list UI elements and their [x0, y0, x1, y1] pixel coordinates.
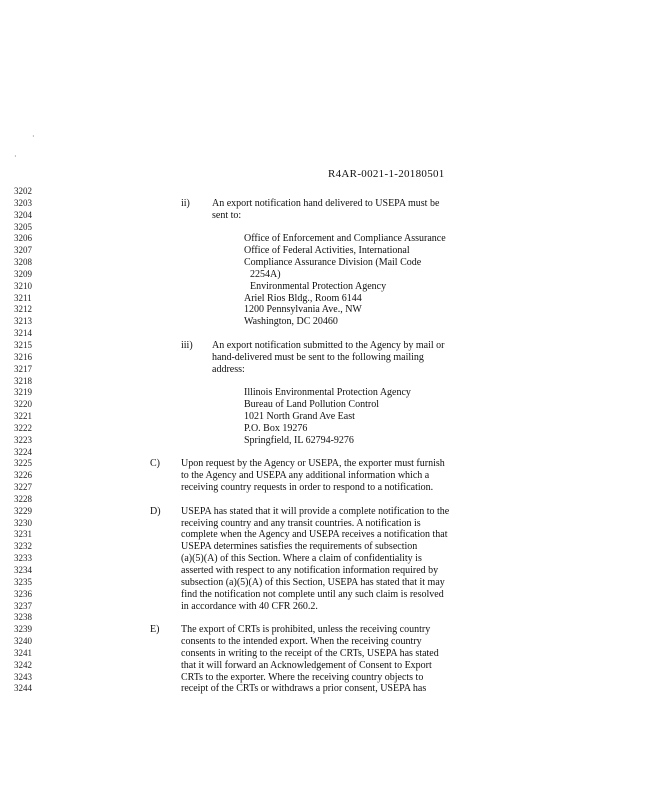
document-line [0, 198, 671, 210]
document-line [0, 340, 671, 352]
line-number: 3214 [14, 328, 32, 339]
document-line [0, 210, 671, 222]
document-line [0, 612, 671, 624]
line-number: 3235 [14, 576, 32, 587]
line-number: 3242 [14, 659, 32, 670]
line-number: 3207 [14, 245, 32, 256]
line-text: USEPA determines satisfies the requirements of subsection [181, 541, 418, 553]
line-number: 3238 [14, 612, 32, 623]
line-text: Bureau of Land Pollution Control [244, 399, 379, 411]
scan-mark: · [14, 152, 17, 161]
line-number: 3210 [14, 280, 32, 291]
line-text: asserted with respect to any notification information required by [181, 565, 439, 576]
document-line [0, 553, 671, 565]
line-text: Springfield, IL 62794-9276 [244, 434, 354, 446]
line-number: 3223 [14, 434, 32, 445]
document-line [0, 186, 671, 198]
document-line [0, 328, 671, 340]
document-header: R4AR-0021-1-20180501 [328, 168, 445, 180]
line-text: Office of Federal Activities, International [244, 245, 410, 257]
line-number: 3236 [14, 588, 32, 599]
document-line [0, 364, 671, 376]
document-line [0, 447, 671, 459]
line-text: Compliance Assurance Division (Mail Code [244, 257, 422, 269]
document-line [0, 541, 671, 553]
line-number: 3221 [14, 411, 32, 422]
line-number: 3239 [14, 624, 32, 635]
line-number: 3240 [14, 636, 32, 647]
line-number: 3208 [14, 257, 32, 268]
document-line [0, 222, 671, 234]
subsection-label: D) [150, 505, 161, 517]
document-line [0, 589, 671, 601]
subsection-label: iii) [181, 339, 193, 351]
line-number: 3206 [14, 233, 32, 244]
line-number: 3202 [14, 186, 32, 196]
document-line [0, 387, 671, 399]
document-line [0, 304, 671, 316]
line-number: 3230 [14, 517, 32, 528]
line-number: 3204 [14, 209, 32, 220]
line-text: subsection (a)(5)(A) of this Section, USEPA has stated that it may [181, 576, 445, 588]
line-number: 3228 [14, 493, 32, 504]
document-body [0, 186, 671, 695]
line-number: 3224 [14, 446, 32, 457]
document-line [0, 470, 671, 482]
line-text: CRTs to the exporter. Where the receiving country objects to [181, 671, 424, 683]
line-number: 3219 [14, 387, 32, 398]
document-line [0, 233, 671, 245]
line-number: 3232 [14, 541, 32, 552]
line-text: 2254A) [250, 268, 281, 280]
line-number: 3226 [14, 470, 32, 481]
line-text: sent to: [212, 209, 242, 221]
document-line [0, 399, 671, 411]
line-number: 3217 [14, 363, 32, 374]
line-text: Upon request by the Agency or USEPA, the exporter must furnish [181, 458, 445, 470]
document-line [0, 506, 671, 518]
document-line [0, 423, 671, 435]
line-number: 3243 [14, 671, 32, 682]
line-text: An export notification hand delivered to USEPA must be [212, 197, 440, 209]
line-number: 3205 [14, 221, 32, 232]
line-number: 3231 [14, 529, 32, 540]
line-text: consents to the intended export. When the receiving country [181, 636, 422, 648]
line-number: 3229 [14, 505, 32, 516]
line-number: 3237 [14, 600, 32, 611]
line-number: 3220 [14, 399, 32, 410]
line-text: USEPA has stated that it will provide a complete notification to the [181, 505, 450, 517]
line-text: in accordance with 40 CFR 260.2. [181, 600, 318, 612]
line-number: 3216 [14, 351, 32, 362]
line-text: Washington, DC 20460 [244, 316, 338, 328]
document-line [0, 494, 671, 506]
line-text: 1200 Pennsylvania Ave., NW [244, 304, 362, 316]
line-number: 3234 [14, 565, 32, 575]
line-number: 3213 [14, 316, 32, 327]
document-line [0, 281, 671, 293]
document-line [0, 577, 671, 589]
line-text: Illinois Environmental Protection Agency [244, 387, 411, 399]
document-line [0, 648, 671, 660]
document-line [0, 565, 671, 577]
document-line [0, 352, 671, 364]
document-line [0, 518, 671, 530]
line-text: hand-delivered must be sent to the following mailing [212, 351, 424, 363]
line-text: (a)(5)(A) of this Section. Where a claim of confidentiality is [181, 553, 422, 565]
document-line [0, 529, 671, 541]
document-line [0, 601, 671, 613]
line-text: address: [212, 363, 245, 375]
line-text: receiving country and any transit countries. A notification is [181, 517, 421, 529]
document-line [0, 411, 671, 423]
line-number: 3215 [14, 339, 32, 350]
line-text: consents in writing to the receipt of the CRTs, USEPA has stated [181, 647, 439, 659]
document-line [0, 636, 671, 648]
document-line [0, 257, 671, 269]
line-number: 3225 [14, 458, 32, 469]
document-line [0, 624, 671, 636]
line-text: P.O. Box 19276 [244, 422, 308, 434]
line-number: 3209 [14, 268, 32, 279]
document-line [0, 458, 671, 470]
line-number: 3227 [14, 482, 32, 493]
document-line [0, 269, 671, 281]
document-line [0, 376, 671, 388]
line-text: Office of Enforcement and Compliance Assurance [244, 233, 446, 245]
document-line [0, 293, 671, 305]
line-number: 3241 [14, 647, 32, 658]
line-number: 3212 [14, 304, 32, 315]
line-number: 3233 [14, 553, 32, 564]
line-text: 1021 North Grand Ave East [244, 411, 355, 423]
document-line [0, 316, 671, 328]
line-text: to the Agency and USEPA any additional information which a [181, 470, 430, 482]
line-number: 3222 [14, 422, 32, 433]
line-number: 3203 [14, 197, 32, 208]
document-line [0, 482, 671, 494]
document-line [0, 245, 671, 257]
line-text: receipt of the CRTs or withdraws a prior consent, USEPA has [181, 683, 427, 695]
subsection-label: C) [150, 458, 160, 470]
document-line [0, 672, 671, 684]
line-text: that it will forward an Acknowledgement of Consent to Export [181, 659, 432, 671]
document-line [0, 683, 671, 695]
line-number: 3218 [14, 375, 32, 386]
document-line [0, 660, 671, 672]
line-text: Ariel Rios Bldg., Room 6144 [244, 292, 362, 304]
line-text: Environmental Protection Agency [250, 280, 387, 292]
document-line [0, 435, 671, 447]
scan-mark: · [32, 132, 35, 141]
line-text: receiving country requests in order to respond to a notification. [181, 482, 434, 494]
line-number: 3211 [14, 292, 32, 303]
line-text: find the notification not complete until any such claim is resolved [181, 588, 444, 600]
subsection-label: E) [150, 624, 160, 636]
line-number: 3244 [14, 683, 32, 694]
subsection-label: ii) [181, 197, 190, 209]
line-text: An export notification submitted to the Agency by mail or [212, 339, 445, 351]
line-text: complete when the Agency and USEPA receives a notification that [181, 529, 448, 541]
line-text: The export of CRTs is prohibited, unless the receiving country [181, 624, 431, 636]
